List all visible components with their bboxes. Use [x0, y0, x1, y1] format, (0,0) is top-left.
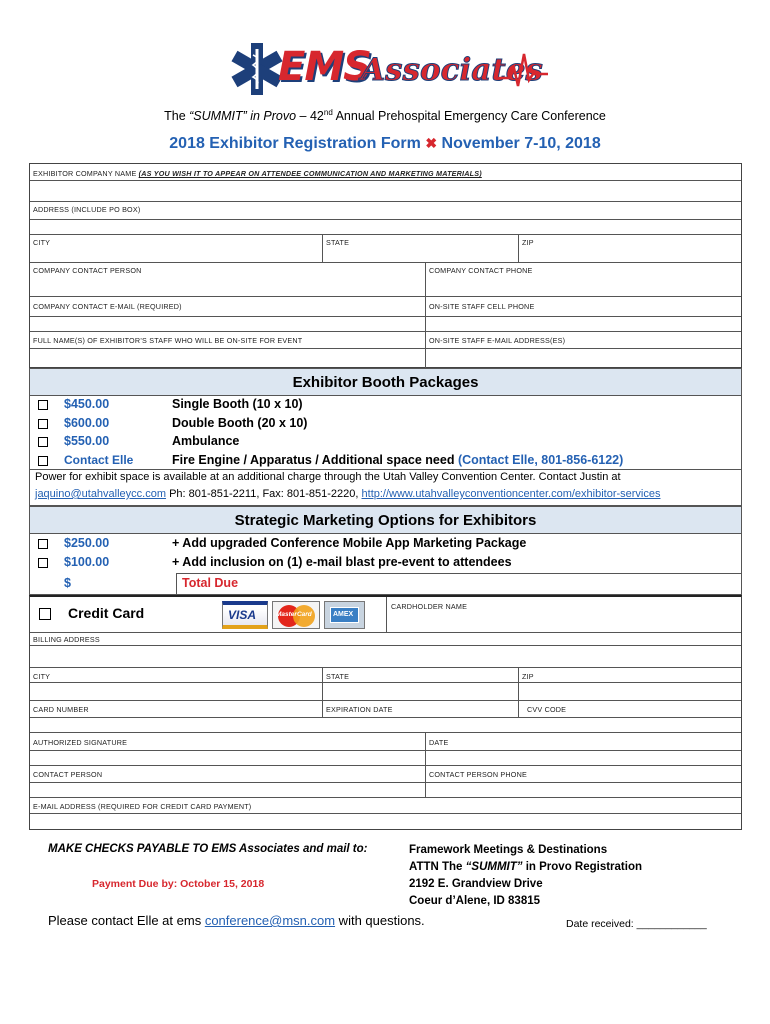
total-dollar-sign: $: [64, 576, 71, 590]
staff-emails-field[interactable]: [425, 348, 741, 369]
booth-450-desc: Single Booth (10 x 10): [172, 397, 303, 411]
booth-450-checkbox[interactable]: [38, 400, 48, 410]
contact-person-label: COMPANY CONTACT PERSON: [33, 266, 142, 275]
state-label: STATE: [326, 238, 350, 247]
pay-email-field[interactable]: [30, 813, 741, 832]
booth-contact-checkbox[interactable]: [38, 456, 48, 466]
booth-600-checkbox[interactable]: [38, 419, 48, 429]
booth-contact-price: Contact Elle: [64, 453, 134, 467]
marketing-100-checkbox[interactable]: [38, 558, 48, 568]
billing-address-field[interactable]: [30, 645, 741, 667]
pay-state-field[interactable]: [322, 682, 518, 700]
booth-550-checkbox[interactable]: [38, 437, 48, 447]
marketing-100-price: $100.00: [64, 555, 110, 569]
pay-state-label: STATE: [326, 672, 350, 681]
booth-450-price: $450.00: [64, 397, 110, 411]
payment-grid: [29, 595, 742, 830]
expiration-label: EXPIRATION DATE: [326, 705, 393, 714]
contact-phone-field[interactable]: [425, 276, 741, 296]
date-label: DATE: [429, 738, 449, 747]
contact-email-field[interactable]: [30, 316, 425, 331]
company-name-label: EXHIBITOR COMPANY NAME (AS YOU WISH IT TO APPEAR ON ATTENDEE COMMUNICATION AND MARKETING MATERIALS): [33, 169, 482, 178]
pay-zip-field[interactable]: [518, 682, 741, 700]
cardholder-field[interactable]: [387, 611, 741, 632]
payment-due-date: Payment Due by: October 15, 2018: [92, 878, 265, 890]
pay-contact-phone-field[interactable]: [425, 782, 741, 797]
zip-field[interactable]: [518, 246, 741, 262]
address-label: ADDRESS (INCLUDE PO BOX): [33, 205, 141, 214]
pay-city-field[interactable]: [30, 682, 322, 700]
booth-550-price: $550.00: [64, 434, 110, 448]
pay-email-label: E-MAIL ADDRESS (REQUIRED FOR CREDIT CARD PAYMENT): [33, 802, 252, 811]
card-number-label: CARD NUMBER: [33, 705, 89, 714]
city-label: CITY: [33, 238, 51, 247]
conference-subtitle: The “SUMMIT” in Provo – 42nd Annual Prehospital Emergency Care Conference: [164, 108, 606, 124]
onsite-cell-field[interactable]: [425, 316, 741, 331]
logo-associates-text: Associates: [361, 52, 543, 88]
power-contact: jaquino@utahvalleycc.com Ph: 801-851-2211, Fax: 801-851-2220, http://www.utahvalleyconventioncenter.com/exhibitor-services: [35, 488, 661, 500]
address-field[interactable]: [30, 219, 741, 234]
credit-card-checkbox[interactable]: [39, 608, 51, 620]
state-field[interactable]: [322, 246, 518, 262]
date-field[interactable]: [425, 750, 741, 765]
power-url-link[interactable]: http://www.utahvalleyconventioncenter.com/exhibitor-services: [361, 488, 661, 500]
pay-contact-person-field[interactable]: [30, 782, 425, 797]
pay-zip-label: ZIP: [522, 672, 534, 681]
visa-card-icon: VISA: [222, 601, 268, 629]
marketing-100-desc: + Add inclusion on (1) e-mail blast pre-event to attendees: [172, 555, 512, 569]
contact-note: Please contact Elle at ems conference@msn.com with questions.: [48, 913, 425, 928]
heartbeat-pulse-icon: [498, 50, 548, 90]
card-number-field[interactable]: [30, 717, 322, 732]
date-received: Date received: ____________: [566, 918, 707, 930]
booth-600-desc: Double Booth (20 x 10): [172, 416, 308, 430]
exhibitor-info-grid: [29, 163, 742, 368]
mastercard-icon: MasterCard: [272, 601, 320, 629]
ems-associates-logo: [228, 40, 548, 98]
credit-card-label: Credit Card: [68, 605, 145, 621]
signature-label: AUTHORIZED SIGNATURE: [33, 738, 128, 747]
zip-label: ZIP: [522, 238, 534, 247]
booth-packages-heading: Exhibitor Booth Packages: [29, 368, 742, 396]
cvv-field[interactable]: [518, 717, 741, 732]
marketing-heading: Strategic Marketing Options for Exhibitors: [29, 506, 742, 534]
contact-email-link[interactable]: conference@msn.com: [204, 913, 336, 928]
total-due-label: Total Due: [182, 576, 239, 590]
checks-payable-note: MAKE CHECKS PAYABLE TO EMS Associates and mail to:: [48, 843, 368, 855]
signature-field[interactable]: [30, 750, 425, 765]
company-name-field[interactable]: [30, 180, 741, 201]
logo-ems-text: EMS: [278, 44, 371, 90]
total-due-field[interactable]: [177, 574, 741, 594]
amex-card-icon: AMEX: [324, 601, 365, 629]
card-logos: [222, 600, 365, 630]
power-line-divider: [29, 469, 742, 470]
pay-city-label: CITY: [33, 672, 51, 681]
billing-address-label: BILLING ADDRESS: [33, 635, 100, 644]
pay-contact-person-label: CONTACT PERSON: [33, 770, 103, 779]
power-note: Power for exhibit space is available at an additional charge through the Utah Valley Convention Center. Contact Justin at: [35, 471, 621, 483]
booth-contact-desc: Fire Engine / Apparatus / Additional space need (Contact Elle, 801-856-6122): [172, 453, 624, 467]
marketing-250-checkbox[interactable]: [38, 539, 48, 549]
staff-emails-label: ON-SITE STAFF E-MAIL ADDRESS(ES): [429, 336, 566, 345]
expiration-field[interactable]: [322, 717, 518, 732]
power-email-link[interactable]: jaquino@utahvalleycc.com: [35, 488, 167, 500]
booth-550-desc: Ambulance: [172, 434, 240, 448]
cvv-label: CVV CODE: [527, 705, 567, 714]
marketing-250-price: $250.00: [64, 536, 110, 550]
form-title: 2018 Exhibitor Registration Form ✖ November 7-10, 2018: [169, 135, 601, 152]
cross-icon: ✖: [425, 135, 438, 151]
marketing-250-desc: + Add upgraded Conference Mobile App Marketing Package: [172, 536, 527, 550]
booth-600-price: $600.00: [64, 416, 110, 430]
onsite-cell-label: ON-SITE STAFF CELL PHONE: [429, 302, 535, 311]
staff-names-field[interactable]: [30, 348, 425, 369]
mailing-address: Framework Meetings & Destinations ATTN The “SUMMIT” in Provo Registration 2192 E. Grandview Drive Coeur d’Alene, ID 83815: [409, 844, 643, 907]
cardholder-label: CARDHOLDER NAME: [391, 602, 468, 611]
contact-email-label: COMPANY CONTACT E-MAIL (REQUIRED): [33, 302, 182, 311]
city-field[interactable]: [30, 246, 322, 262]
staff-names-label: FULL NAME(S) OF EXHIBITOR’S STAFF WHO WILL BE ON-SITE FOR EVENT: [33, 336, 303, 345]
pay-contact-phone-label: CONTACT PERSON PHONE: [429, 770, 527, 779]
contact-phone-label: COMPANY CONTACT PHONE: [429, 266, 533, 275]
contact-person-field[interactable]: [30, 276, 425, 296]
